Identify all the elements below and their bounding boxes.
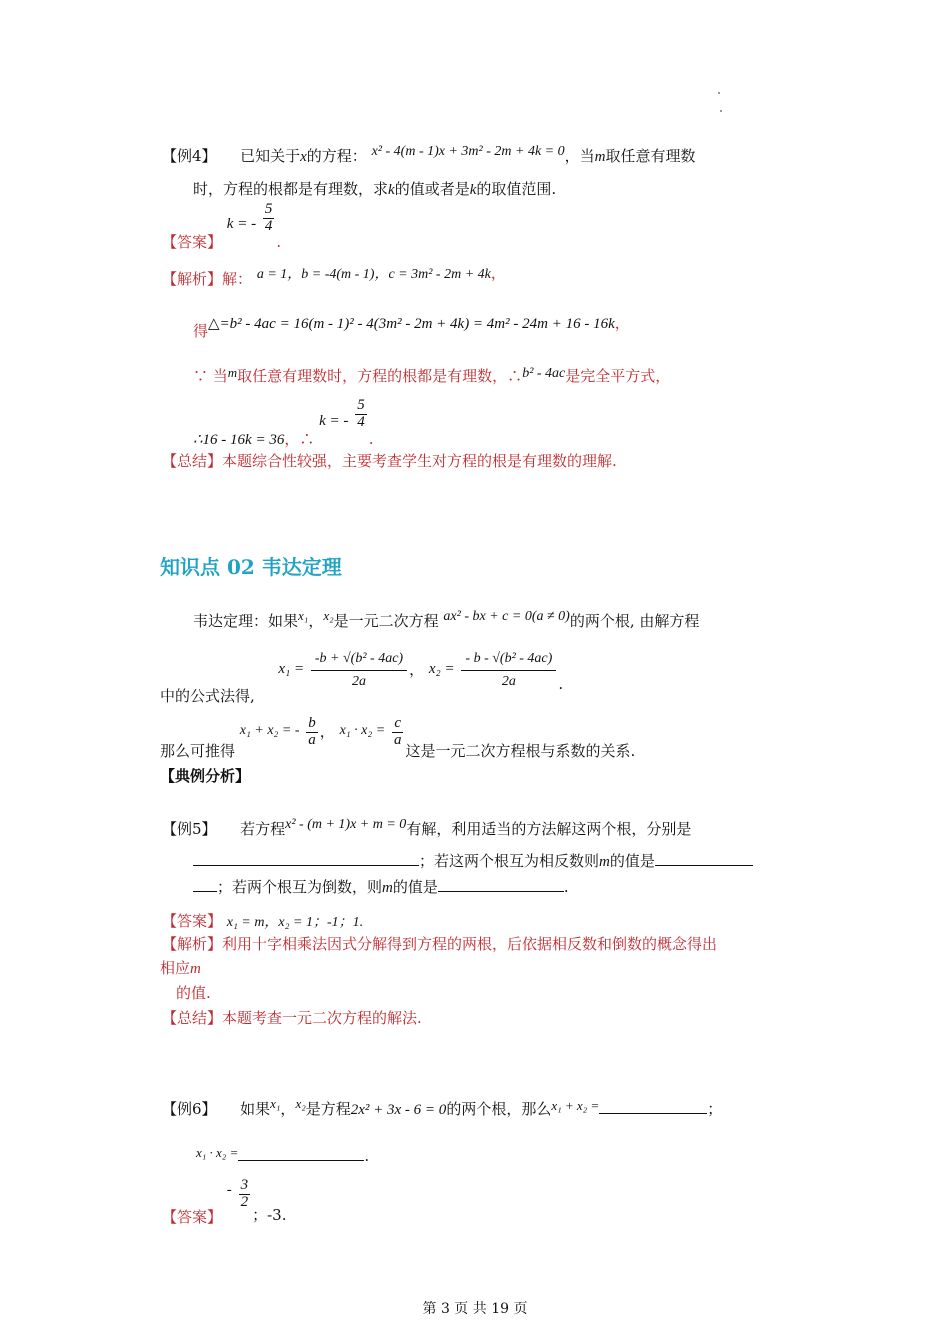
vieta-p1-a: 韦达定理：如果 [193, 612, 299, 630]
ex5-line2-a: ；若这两个根互为相反数则 [419, 852, 600, 870]
ex5-analysis-line2 [160, 957, 201, 978]
ex6-stem-a: 如果 [240, 1100, 271, 1118]
ex4-question-line2 [193, 178, 556, 199]
ex6-answer-den: 2 [240, 1193, 249, 1210]
vieta-root2-lhs: x₂ = [428, 660, 455, 677]
ex4-analysis-lead: 解： [222, 270, 253, 288]
ex4-because-c: 是完全平方式， [565, 367, 671, 385]
ex4-var-m: m [594, 149, 606, 165]
vieta-line3 [160, 715, 636, 761]
vieta-root1-num: -b + √(b² - 4ac) [311, 652, 407, 671]
ex6-answer [162, 1177, 287, 1226]
ex4-coeffs: a = 1，b = -4(m - 1)，c = 3m² - 2m + 4k [256, 267, 491, 282]
ex4-stem-b: 的方程： [306, 147, 367, 165]
ex4-answer-lhs: k = - [226, 216, 257, 233]
ex4-answer [162, 201, 282, 252]
ex6-answer-rest: ；-3. [252, 1206, 287, 1224]
vieta-line1 [193, 610, 699, 631]
ex5-analysis-line3 [176, 982, 211, 1003]
vieta-root1-den: 2a [351, 673, 366, 689]
ex6-stem-c: 的两个根，那么 [446, 1100, 552, 1118]
ex4-because-m: m [227, 365, 238, 380]
ex6-label: 【例6】 [162, 1100, 217, 1118]
ex4-analysis-tag: 【解析】 [162, 270, 223, 288]
ex5-summary-tag: 【总结】 [162, 1009, 223, 1027]
vieta-p3-sep: ， [319, 722, 335, 741]
ex6-sum: x₁ + x₂ = [551, 1098, 600, 1113]
ex5-analysis-tag: 【解析】 [162, 935, 223, 953]
ex4-answer-num: 5 [264, 201, 273, 217]
ex6-equation: 2x² + 3x - 6 = 0 [350, 1102, 447, 1118]
vieta-x1: x₁ [298, 608, 309, 623]
page-footer: 第 3 页 共 19 页 [422, 1301, 528, 1317]
ex5-summary-text: 本题考查一元二次方程的解法. [222, 1009, 422, 1027]
ex6-blank-sum[interactable] [599, 1099, 707, 1114]
ex5-blank-opposite[interactable] [655, 851, 753, 866]
section-title: 知识点 02 韦达定理 [160, 555, 342, 579]
ex5-answer [162, 910, 363, 931]
ex5-analysis-b: 相应 [160, 959, 191, 977]
ex4-answer-fraction [263, 202, 275, 235]
vieta-p3-a: 那么可推得 [160, 742, 236, 761]
ex6-prod: x₁ · x₂ = [196, 1145, 239, 1160]
ex5-question-line1 [162, 818, 691, 839]
ex5-var-m1: m [599, 854, 610, 870]
ex6-sep: ， [280, 1100, 296, 1118]
ex5-line3-b: 的值是 [392, 878, 438, 896]
ex4-therefore-num: 5 [357, 397, 365, 413]
ex4-therefore-lhs: k = - [319, 413, 349, 430]
ex5-blank-opposite-cont[interactable] [193, 877, 217, 892]
ex5-blank-roots[interactable] [193, 851, 419, 866]
vieta-p1-b: 是一元二次方程 [333, 612, 439, 630]
vieta-root1-lhs: x₁ = [278, 660, 305, 677]
vieta-sum-lhs: x₁ + x₂ = - [239, 723, 300, 739]
ex4-line2-c: 的取值范围. [476, 180, 557, 198]
ex4-because-a: ∵ 当 [193, 367, 228, 385]
ex6-answer-tag: 【答案】 [162, 1208, 223, 1226]
ex5-blank-reciprocal[interactable] [438, 877, 564, 892]
vieta-sum-den: a [308, 731, 316, 748]
ex4-analysis-line4 [193, 397, 374, 449]
ex6-x1: x₁ [270, 1096, 281, 1111]
ex5-line3-a: ；若两个根互为倒数，则 [217, 878, 383, 896]
vieta-prod-num: c [394, 715, 402, 731]
vieta-x2: x₂ [323, 608, 334, 623]
vieta-root2-fraction [461, 652, 556, 689]
ex5-question-line2 [193, 850, 753, 871]
ex6-question-line2 [196, 1146, 369, 1165]
ex5-var-m2: m [382, 880, 393, 896]
vieta-p3-b: 这是一元二次方程根与系数的关系. [405, 742, 636, 761]
vieta-line2 [160, 651, 564, 705]
corner-dot [720, 110, 722, 112]
ex4-summary [162, 450, 617, 471]
ex5-stem-a: 若方程 [240, 820, 286, 838]
ex6-stem-end: ； [707, 1100, 723, 1118]
ex4-var-k1: k [388, 182, 395, 198]
ex6-prod-end: . [364, 1147, 370, 1165]
vieta-p2-end: . [558, 674, 564, 693]
ex5-line2-b: 的值是 [609, 852, 655, 870]
ex5-summary [162, 1007, 422, 1028]
ex4-because-expr: b² - 4ac [522, 366, 566, 381]
vieta-prod-den: a [393, 731, 402, 748]
vieta-prod-lhs: x₁ · x₂ = [339, 723, 386, 739]
ex6-answer-neg: - [226, 1182, 232, 1198]
ex4-stem-d: 取任意有理数 [605, 147, 696, 165]
ex4-coeffs-end: ， [490, 264, 506, 282]
ex4-analysis-line2 [193, 312, 630, 340]
corner-dot [718, 92, 720, 94]
ex4-question-line1 [162, 145, 696, 166]
ex6-stem-b: 是方程 [305, 1100, 351, 1118]
ex6-blank-prod[interactable] [238, 1146, 364, 1161]
ex5-analysis-c: 的值. [176, 984, 211, 1002]
ex4-stem-a: 已知关于 [240, 147, 301, 165]
vieta-sum-fraction [306, 716, 318, 749]
vieta-root2-den: 2a [501, 673, 516, 689]
ex4-label: 【例4】 [162, 147, 217, 165]
ex5-answer-text: x₁ = m，x₂ = 1；-1；1. [226, 915, 364, 930]
ex5-label: 【例5】 [162, 820, 217, 838]
ex4-line2-b: 的值或者是 [394, 180, 470, 198]
ex5-analysis-a: 利用十字相乘法因式分解得到方程的两根，后依据相反数和倒数的概念得出 [222, 935, 718, 953]
ex4-answer-end: . [276, 233, 282, 252]
vieta-p1-c: 的两个根, 由解方程 [569, 612, 700, 630]
vieta-root-sep: ， [409, 660, 425, 679]
ex4-therefore-den: 4 [357, 413, 365, 430]
ex5-analysis-line1 [162, 933, 717, 954]
ex4-analysis-line3 [193, 365, 670, 386]
ex4-therefore-end: . [368, 430, 374, 449]
ex4-line2-a: 时，方程的根都是有理数，求 [193, 180, 389, 198]
ex5-stem-b: 有解，利用适当的方法解这两个根，分别是 [406, 820, 692, 838]
vieta-p1-sep: ， [308, 612, 324, 630]
ex4-var-x: x [300, 149, 307, 165]
ex4-delta: △=b² - 4ac = 16(m - 1)² - 4(3m² - 2m + 4k) = 4m² - 24m + 16 - 16k [208, 316, 615, 332]
ex4-equation: x² - 4(m - 1)x + 3m² - 2m + 4k = 0 [371, 144, 565, 159]
vieta-root2-num: - b - √(b² - 4ac) [461, 652, 556, 671]
ex4-delta-end: ， [614, 314, 630, 332]
ex5-analysis-m: m [190, 961, 201, 977]
vieta-p1-eq: ax² - bx + c = 0(a ≠ 0) [443, 609, 570, 624]
ex5-equation: x² - (m + 1)x + m = 0 [285, 817, 407, 832]
ex4-answer-den: 4 [264, 217, 273, 234]
vieta-prod-fraction [392, 716, 404, 749]
ex4-stem-c: ，当 [564, 147, 595, 165]
vieta-p2-a: 中的公式法得, [160, 686, 255, 705]
ex5-question-line3 [193, 876, 569, 897]
ex4-summary-text: 本题综合性较强，主要考查学生对方程的根是有理数的理解. [222, 452, 617, 470]
vieta-sum-num: b [308, 715, 316, 731]
ex4-therefore-mid: ，∴ [284, 430, 315, 449]
ex4-therefore-fraction [355, 398, 367, 431]
ex6-question-line1 [162, 1098, 722, 1119]
ex5-answer-tag: 【答案】 [162, 912, 223, 930]
ex4-analysis-line1 [162, 262, 506, 288]
ex4-because-b: 取任意有理数时，方程的根都是有理数，∴ [237, 367, 523, 385]
ex4-therefore-expr: ∴16 - 16k = 36 [193, 432, 285, 449]
ex4-de: 得 [193, 322, 209, 340]
ex6-x2: x₂ [295, 1096, 306, 1111]
ex5-line3-c: . [563, 878, 569, 896]
ex4-answer-tag: 【答案】 [162, 233, 223, 252]
ex4-summary-tag: 【总结】 [162, 452, 223, 470]
ex4-var-k2: k [469, 182, 477, 198]
analysis-heading: 【典例分析】 [160, 767, 251, 785]
ex6-answer-num: 3 [240, 1177, 249, 1193]
vieta-root1-fraction [311, 652, 407, 689]
ex6-answer-fraction [239, 1178, 251, 1211]
